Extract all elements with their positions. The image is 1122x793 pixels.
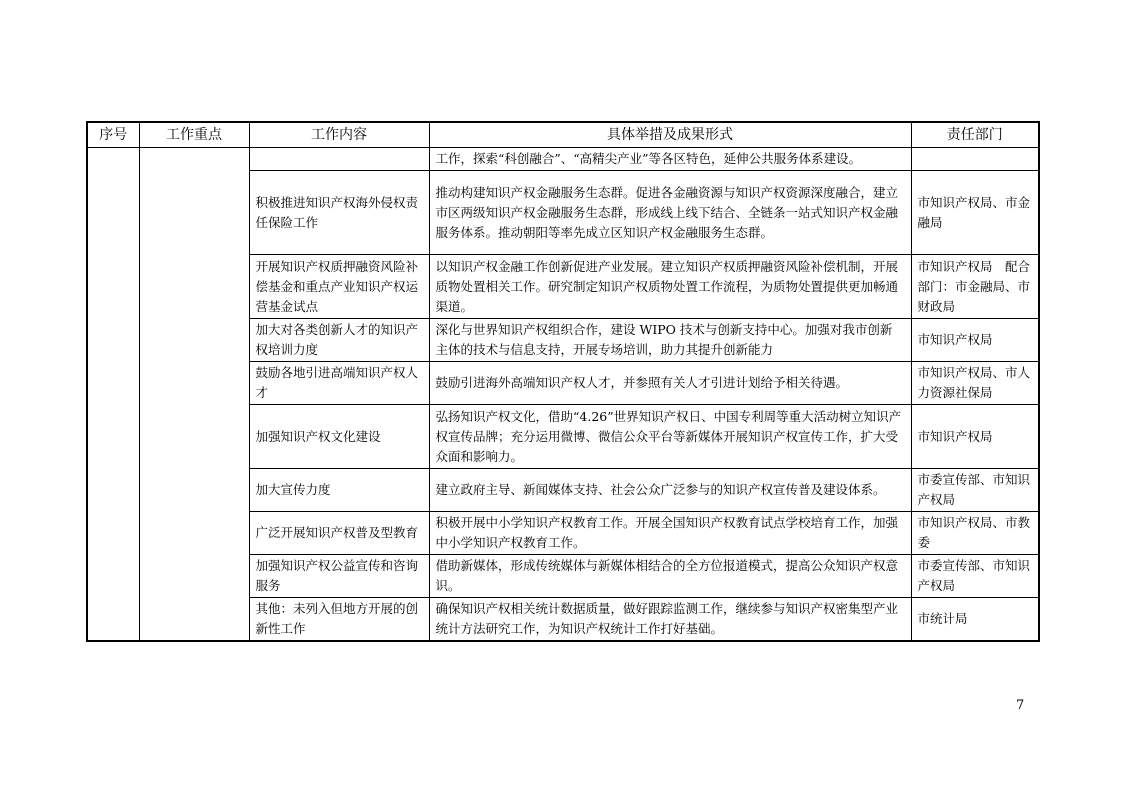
content-cell: 广泛开展知识产权普及型教育 — [249, 512, 429, 555]
department-cell: 市知识产权局 — [911, 319, 1039, 362]
department-cell: 市委宣传部、市知识产权局 — [911, 469, 1039, 512]
serial-cell — [87, 148, 139, 642]
department-cell — [911, 148, 1039, 171]
department-cell: 市知识产权局 配合部门：市金融局、市财政局 — [911, 255, 1039, 319]
department-cell: 市知识产权局 — [911, 405, 1039, 469]
department-cell: 市统计局 — [911, 598, 1039, 642]
measures-cell: 积极开展中小学知识产权教育工作。开展全国知识产权教育试点学校培育工作，加强中小学知识产权教育工作。 — [429, 512, 911, 555]
measures-cell: 建立政府主导、新闻媒体支持、社会公众广泛参与的知识产权宣传普及建设体系。 — [429, 469, 911, 512]
focus-cell — [139, 148, 249, 642]
content-cell: 加强知识产权公益宣传和咨询服务 — [249, 555, 429, 598]
page-number: 7 — [1016, 698, 1025, 713]
content-cell: 加大宣传力度 — [249, 469, 429, 512]
measures-cell: 深化与世界知识产权组织合作，建设 WIPO 技术与创新支持中心。加强对我市创新主体的技术与信息支持，开展专场培训，助力其提升创新能力 — [429, 319, 911, 362]
measures-cell: 确保知识产权相关统计数据质量，做好跟踪监测工作，继续参与知识产权密集型产业统计方法研究工作，为知识产权统计工作打好基础。 — [429, 598, 911, 642]
content-cell: 加大对各类创新人才的知识产权培训力度 — [249, 319, 429, 362]
content-cell: 开展知识产权质押融资风险补偿基金和重点产业知识产权运营基金试点 — [249, 255, 429, 319]
header-serial: 序号 — [87, 122, 139, 148]
department-cell: 市知识产权局、市教委 — [911, 512, 1039, 555]
header-focus: 工作重点 — [139, 122, 249, 148]
measures-cell: 工作，探索“科创融合”、“高精尖产业”等各区特色，延伸公共服务体系建设。 — [429, 148, 911, 171]
measures-cell: 以知识产权金融工作创新促进产业发展。建立知识产权质押融资风险补偿机制，开展质物处置相关工作。研究制定知识产权质物处置工作流程，为质物处置提供更加畅通渠道。 — [429, 255, 911, 319]
measures-cell: 弘扬知识产权文化，借助“4.26”世界知识产权日、中国专利周等重大活动树立知识产权宣传品牌；充分运用微博、微信公众平台等新媒体开展知识产权宣传工作，扩大受众面和影响力。 — [429, 405, 911, 469]
measures-cell: 推动构建知识产权金融服务生态群。促进各金融资源与知识产权资源深度融合，建立市区两级知识产权金融服务生态群，形成线上线下结合、全链条一站式知识产权金融服务体系。推动朝阳等率先成立区知识产权金融服务生态群。 — [429, 171, 911, 255]
header-content: 工作内容 — [249, 122, 429, 148]
content-cell: 积极推进知识产权海外侵权责任保险工作 — [249, 171, 429, 255]
measures-cell: 借助新媒体，形成传统媒体与新媒体相结合的全方位报道模式，提高公众知识产权意识。 — [429, 555, 911, 598]
department-cell: 市知识产权局、市人力资源社保局 — [911, 362, 1039, 405]
header-measures: 具体举措及成果形式 — [429, 122, 911, 148]
table-header-row — [87, 122, 1039, 148]
content-cell: 其他：未列入但地方开展的创新性工作 — [249, 598, 429, 642]
content-cell: 鼓励各地引进高端知识产权人才 — [249, 362, 429, 405]
content-cell: 加强知识产权文化建设 — [249, 405, 429, 469]
department-cell: 市知识产权局、市金融局 — [911, 171, 1039, 255]
content-cell — [249, 148, 429, 171]
header-department: 责任部门 — [911, 122, 1039, 148]
table-row — [87, 148, 1039, 171]
department-cell: 市委宣传部、市知识产权局 — [911, 555, 1039, 598]
work-plan-table — [86, 121, 1040, 642]
measures-cell: 鼓励引进海外高端知识产权人才，并参照有关人才引进计划给予相关待遇。 — [429, 362, 911, 405]
